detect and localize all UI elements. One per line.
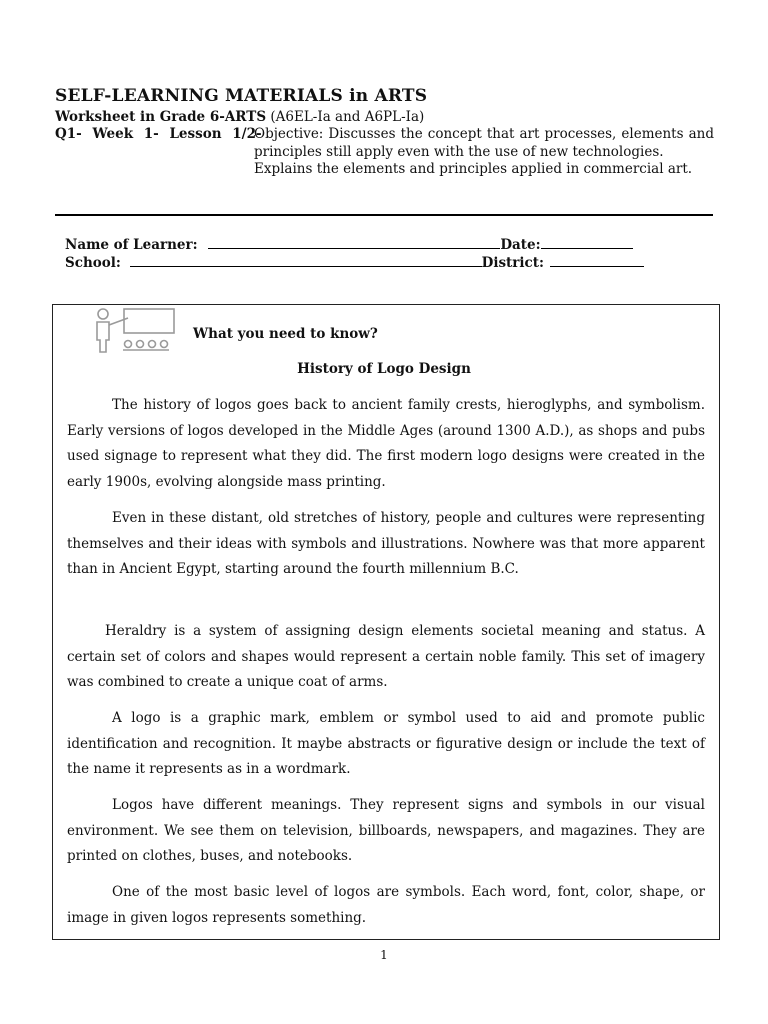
school-label: School: bbox=[65, 255, 121, 271]
paragraph-6: One of the most basic level of logos are symbols. Each word, font, color, shape, or image in given logos represents something. bbox=[67, 884, 705, 926]
name-field[interactable] bbox=[208, 236, 500, 249]
district-field[interactable] bbox=[550, 254, 644, 267]
worksheet-grade: Worksheet in Grade 6-ARTS bbox=[55, 109, 267, 125]
school-field[interactable] bbox=[130, 254, 482, 267]
objectives bbox=[254, 126, 714, 179]
objective-1: Objective: Discusses the concept that art processes, elements and principles still apply even with the use of new technologies. bbox=[254, 126, 714, 160]
paragraph-1: The history of logos goes back to ancient family crests, hieroglyphs, and symbolism. Early versions of logos developed in the Middle Ages (around 1300 A.D.), as shops and pubs used signage to represent what they did. The first modern logo designs were created in the early 1900s, evolving alongside mass printing. bbox=[67, 397, 705, 490]
learner-name-row bbox=[65, 236, 633, 253]
date-field[interactable] bbox=[541, 236, 633, 249]
paragraph-5: Logos have different meanings. They represent signs and symbols in our visual environment. We see them on television, billboards, newspapers, and magazines. They are printed on clothes, buses, and notebooks. bbox=[67, 797, 705, 864]
worksheet-line bbox=[55, 109, 424, 125]
header-divider bbox=[55, 214, 713, 216]
teacher-at-board-icon bbox=[88, 306, 183, 354]
objective-2: Explains the elements and principles applied in commercial art. bbox=[254, 161, 693, 177]
page-number: 1 bbox=[380, 948, 388, 962]
document-title: SELF-LEARNING MATERIALS in ARTS bbox=[55, 86, 428, 106]
section-title: History of Logo Design bbox=[297, 361, 471, 377]
worksheet-codes: (A6EL-Ia and A6PL-Ia) bbox=[266, 109, 425, 125]
need-to-know-heading: What you need to know? bbox=[193, 326, 378, 342]
date-label: Date: bbox=[500, 237, 541, 253]
district-label: District: bbox=[481, 255, 544, 271]
lesson-label: Q1- Week 1- Lesson 1/2- bbox=[55, 126, 262, 142]
paragraph-2: Even in these distant, old stretches of history, people and cultures were representing themselves and their ideas with symbols and illustrations. Nowhere was that more apparent than in Ancient Egypt, starting around the fourth millennium B.C. bbox=[67, 510, 705, 577]
paragraph-4: A logo is a graphic mark, emblem or symbol used to aid and promote public identification and recognition. It maybe abstracts or figurative design or include the text of the name it represents as in a wordmark. bbox=[67, 710, 705, 777]
name-label: Name of Learner: bbox=[65, 237, 198, 253]
school-row bbox=[65, 254, 644, 271]
paragraph-3: Heraldry is a system of assigning design elements societal meaning and status. A certain set of colors and shapes would represent a certain noble family. This set of imagery was combined to create a unique coat of arms. bbox=[67, 623, 705, 690]
